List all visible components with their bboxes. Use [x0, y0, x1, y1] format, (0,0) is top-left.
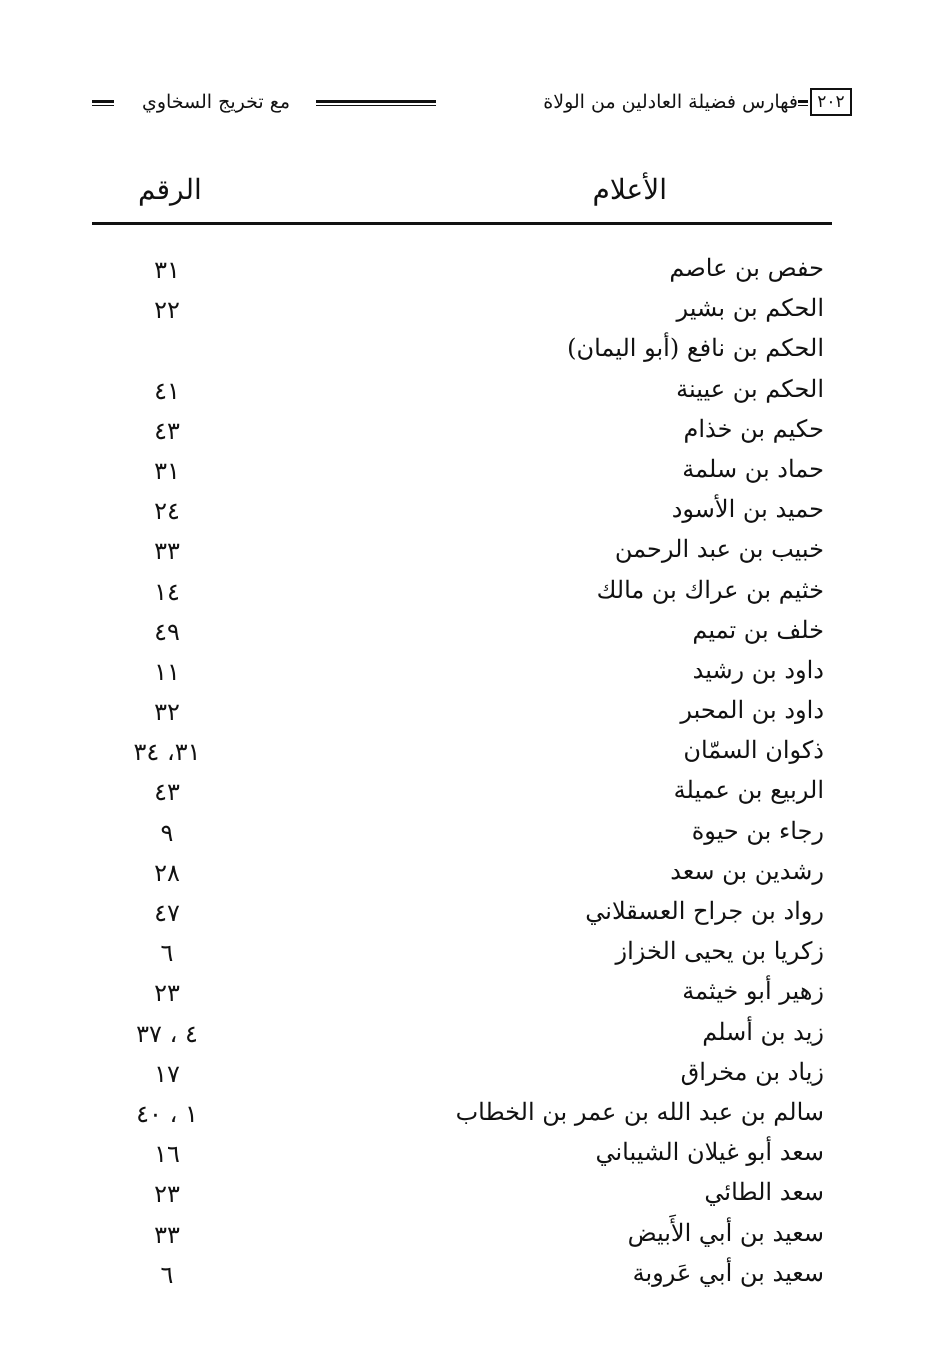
entry-name: رشدين بن سعد	[670, 856, 824, 885]
list-item	[92, 1052, 834, 1092]
page-number: ٢٠٢	[810, 88, 852, 116]
entry-name: خثيم بن عراك بن مالك	[596, 575, 824, 604]
entry-ref: ٣١، ٣٤	[133, 738, 201, 767]
list-item	[92, 811, 834, 851]
entry-ref: ٣٣	[154, 1220, 180, 1249]
entry-ref: ١٦	[154, 1140, 180, 1169]
entry-name: رجاء بن حيوة	[691, 816, 824, 845]
running-header	[92, 88, 845, 118]
entry-name: ذكوان السمّان	[683, 736, 824, 765]
entry-ref: ٣٣	[154, 537, 180, 566]
list-item	[92, 1253, 834, 1293]
entry-name: داود بن المحبر	[680, 696, 824, 725]
entry-ref: ٣١	[154, 456, 180, 485]
list-item	[92, 328, 834, 368]
entry-ref: ٣٢	[154, 698, 180, 727]
entry-name: حفص بن عاصم	[669, 254, 824, 282]
entry-ref: ٤٣	[154, 778, 180, 807]
entry-name: زياد بن مخراق	[680, 1057, 824, 1086]
entry-ref: ٦	[160, 939, 174, 968]
header-book-title: فهارس فضيلة العادلين من الولاة	[543, 91, 798, 113]
numbers-column-heading: الرقم	[138, 173, 202, 206]
list-item	[92, 610, 834, 650]
entry-ref: ١ ، ٤٠	[136, 1099, 198, 1128]
entry-name: حماد بن سلمة	[682, 454, 824, 483]
entry-name: الحكم بن نافع (أبو اليمان)	[567, 334, 824, 363]
list-item	[92, 851, 834, 891]
entry-name: الربيع بن عميلة	[673, 776, 824, 805]
entry-ref: ٢٤	[154, 497, 180, 526]
list-item	[92, 650, 834, 690]
index-list	[92, 248, 834, 1293]
list-item	[92, 248, 834, 288]
entry-name: سعد الطائي	[704, 1178, 824, 1207]
entry-ref: ٤٧	[154, 899, 180, 927]
entry-ref: ٤ ، ٣٧	[136, 1019, 198, 1048]
entry-name: زيد بن أسلم	[702, 1017, 824, 1046]
list-item	[92, 891, 834, 931]
header-rule	[798, 100, 808, 106]
header-subtitle-part1: مع	[269, 91, 291, 113]
entry-name: داود بن رشيد	[692, 655, 824, 684]
entry-name: سعد أبو غيلان الشيباني	[595, 1138, 824, 1167]
list-item	[92, 971, 834, 1011]
header-rule	[316, 100, 436, 106]
list-item	[92, 931, 834, 971]
entry-name: خلف بن تميم	[692, 615, 824, 644]
list-item	[92, 690, 834, 730]
header-subtitle	[118, 88, 314, 116]
list-item	[92, 1213, 834, 1253]
entry-name: خبيب بن عبد الرحمن	[614, 535, 824, 564]
entry-name: سعيد بن أبي الأَبيض	[627, 1218, 824, 1247]
entry-name: الحكم بن عيينة	[676, 374, 824, 403]
list-item	[92, 1092, 834, 1132]
header-rule	[92, 100, 114, 106]
entry-ref: ١٧	[154, 1059, 180, 1088]
list-item	[92, 570, 834, 610]
list-item	[92, 449, 834, 489]
entry-ref: ٣١	[154, 256, 180, 284]
heading-rule	[92, 222, 832, 225]
entry-ref: ٦	[160, 1260, 174, 1289]
entry-ref: ٢٣	[154, 979, 180, 1008]
entry-name: سعيد بن أبي عَروبة	[632, 1258, 824, 1287]
entry-ref: ٢٢	[154, 296, 180, 325]
list-item	[92, 288, 834, 328]
entry-name: حكيم بن خذام	[683, 414, 824, 443]
entry-name: زكريا بن يحيى الخزاز	[615, 937, 824, 966]
entry-ref: ٢٨	[154, 858, 180, 887]
list-item	[92, 369, 834, 409]
entry-ref: ١٤	[154, 577, 180, 606]
entry-name: رواد بن جراح العسقلاني	[585, 897, 824, 925]
list-item	[92, 529, 834, 569]
list-item	[92, 489, 834, 529]
entry-ref: ٤١	[154, 376, 180, 405]
entry-ref: ٤٩	[154, 617, 180, 646]
list-item	[92, 770, 834, 810]
entry-ref: ٩	[160, 818, 174, 847]
header-subtitle-part2: تخريج السخاوي	[141, 91, 264, 113]
list-item	[92, 1132, 834, 1172]
list-item	[92, 1012, 834, 1052]
entry-name: حميد بن الأسود	[671, 495, 824, 524]
list-item	[92, 1172, 834, 1212]
entry-ref: ١١	[154, 657, 180, 686]
entry-name: الحكم بن بشير	[676, 294, 824, 323]
names-column-heading: الأعلام	[592, 173, 667, 206]
entry-ref: ٤٣	[154, 416, 180, 445]
list-item	[92, 409, 834, 449]
entry-name: زهير أبو خيثمة	[682, 977, 824, 1006]
entry-name: سالم بن عبد الله بن عمر بن الخطاب	[455, 1097, 824, 1126]
entry-ref: ٢٣	[154, 1180, 180, 1209]
list-item	[92, 730, 834, 770]
